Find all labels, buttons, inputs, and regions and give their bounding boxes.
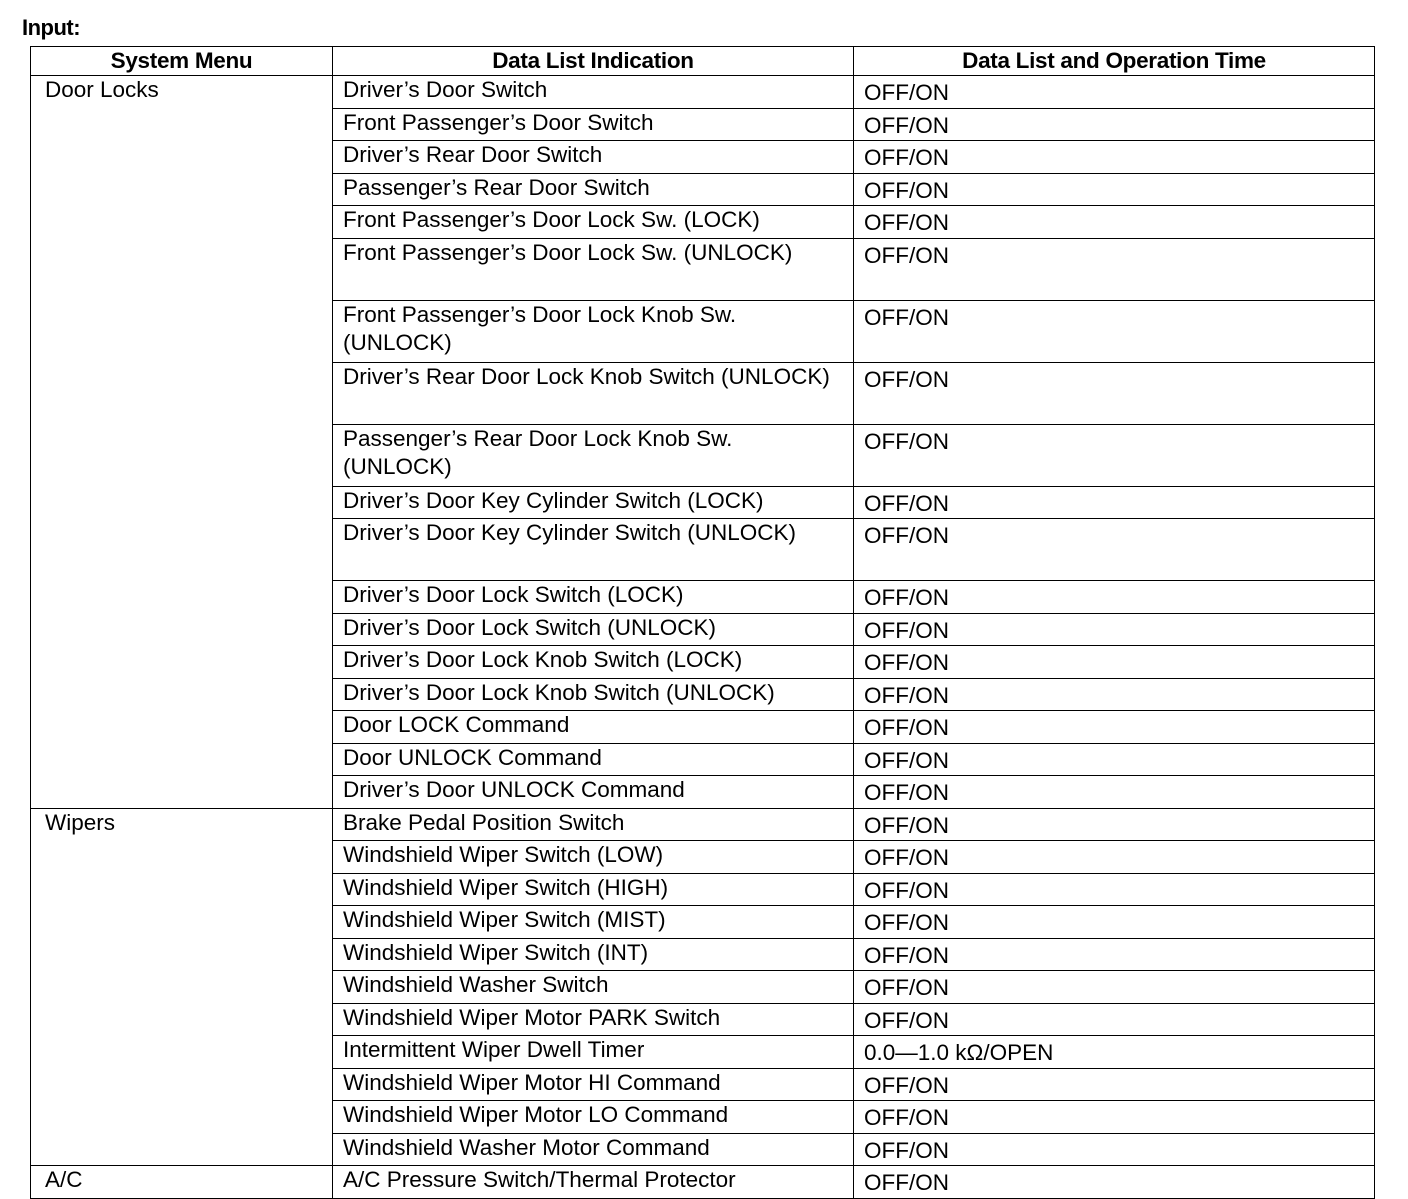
indication-cell: Windshield Wiper Motor HI Command <box>333 1068 854 1101</box>
indication-cell: Front Passenger’s Door Lock Knob Sw. (UNLOCK) <box>333 300 854 362</box>
indication-cell: Intermittent Wiper Dwell Timer <box>333 1036 854 1069</box>
operation-value-cell: OFF/ON <box>854 971 1375 1004</box>
table-row <box>31 1166 1375 1199</box>
operation-value-cell: OFF/ON <box>854 108 1375 141</box>
operation-value-cell: OFF/ON <box>854 424 1375 486</box>
indication-cell: Driver’s Rear Door Lock Knob Switch (UNLOCK) <box>333 362 854 424</box>
indication-cell: Driver’s Door Lock Switch (LOCK) <box>333 581 854 614</box>
operation-value-cell: OFF/ON <box>854 906 1375 939</box>
operation-value-cell: OFF/ON <box>854 938 1375 971</box>
indication-cell: Driver’s Door Lock Knob Switch (UNLOCK) <box>333 678 854 711</box>
operation-value-cell: OFF/ON <box>854 841 1375 874</box>
indication-cell: Passenger’s Rear Door Switch <box>333 173 854 206</box>
operation-value-cell: OFF/ON <box>854 743 1375 776</box>
operation-value-cell: OFF/ON <box>854 1003 1375 1036</box>
indication-cell: A/C Pressure Switch/Thermal Protector <box>333 1166 854 1199</box>
indication-cell: Door UNLOCK Command <box>333 743 854 776</box>
indication-cell: Passenger’s Rear Door Lock Knob Sw. (UNLOCK) <box>333 424 854 486</box>
operation-value-cell: OFF/ON <box>854 300 1375 362</box>
system-menu-cell: Wipers <box>31 808 333 1166</box>
operation-value-cell: OFF/ON <box>854 1133 1375 1166</box>
indication-cell: Driver’s Door Key Cylinder Switch (LOCK) <box>333 486 854 519</box>
indication-cell: Driver’s Door Lock Knob Switch (LOCK) <box>333 646 854 679</box>
operation-value-cell: OFF/ON <box>854 1068 1375 1101</box>
operation-value-cell: OFF/ON <box>854 646 1375 679</box>
table-header-row <box>31 47 1375 76</box>
indication-cell: Windshield Washer Switch <box>333 971 854 1004</box>
operation-value-cell: OFF/ON <box>854 173 1375 206</box>
indication-cell: Brake Pedal Position Switch <box>333 808 854 841</box>
operation-value-cell: OFF/ON <box>854 678 1375 711</box>
table-row <box>31 76 1375 109</box>
indication-cell: Windshield Wiper Switch (INT) <box>333 938 854 971</box>
operation-value-cell: OFF/ON <box>854 581 1375 614</box>
indication-cell: Front Passenger’s Door Lock Sw. (LOCK) <box>333 206 854 239</box>
operation-value-cell: OFF/ON <box>854 1166 1375 1199</box>
indication-cell: Driver’s Rear Door Switch <box>333 141 854 174</box>
operation-value-cell: OFF/ON <box>854 362 1375 424</box>
table-row <box>31 808 1375 841</box>
indication-cell: Windshield Wiper Switch (HIGH) <box>333 873 854 906</box>
operation-value-cell: OFF/ON <box>854 76 1375 109</box>
operation-value-cell: OFF/ON <box>854 776 1375 809</box>
operation-value-cell: 0.0—1.0 kΩ/OPEN <box>854 1036 1375 1069</box>
indication-cell: Driver’s Door UNLOCK Command <box>333 776 854 809</box>
indication-cell: Driver’s Door Switch <box>333 76 854 109</box>
indication-cell: Front Passenger’s Door Switch <box>333 108 854 141</box>
data-list-table <box>30 46 1375 1199</box>
indication-cell: Windshield Washer Motor Command <box>333 1133 854 1166</box>
system-menu-cell: A/C <box>31 1166 333 1199</box>
column-header-operation: Data List and Operation Time <box>854 47 1375 76</box>
indication-cell: Driver’s Door Lock Switch (UNLOCK) <box>333 613 854 646</box>
indication-cell: Front Passenger’s Door Lock Sw. (UNLOCK) <box>333 238 854 300</box>
indication-cell: Windshield Wiper Motor PARK Switch <box>333 1003 854 1036</box>
column-header-indication: Data List Indication <box>333 47 854 76</box>
column-header-system-menu: System Menu <box>31 47 333 76</box>
indication-cell: Windshield Wiper Motor LO Command <box>333 1101 854 1134</box>
operation-value-cell: OFF/ON <box>854 711 1375 744</box>
operation-value-cell: OFF/ON <box>854 238 1375 300</box>
system-menu-cell: Door Locks <box>31 76 333 809</box>
indication-cell: Windshield Wiper Switch (LOW) <box>333 841 854 874</box>
operation-value-cell: OFF/ON <box>854 206 1375 239</box>
operation-value-cell: OFF/ON <box>854 1101 1375 1134</box>
operation-value-cell: OFF/ON <box>854 486 1375 519</box>
document-heading: Input: <box>22 15 81 40</box>
indication-cell: Driver’s Door Key Cylinder Switch (UNLOCK) <box>333 519 854 581</box>
operation-value-cell: OFF/ON <box>854 141 1375 174</box>
indication-cell: Windshield Wiper Switch (MIST) <box>333 906 854 939</box>
operation-value-cell: OFF/ON <box>854 519 1375 581</box>
operation-value-cell: OFF/ON <box>854 808 1375 841</box>
table-body <box>31 76 1375 1199</box>
indication-cell: Door LOCK Command <box>333 711 854 744</box>
operation-value-cell: OFF/ON <box>854 613 1375 646</box>
operation-value-cell: OFF/ON <box>854 873 1375 906</box>
